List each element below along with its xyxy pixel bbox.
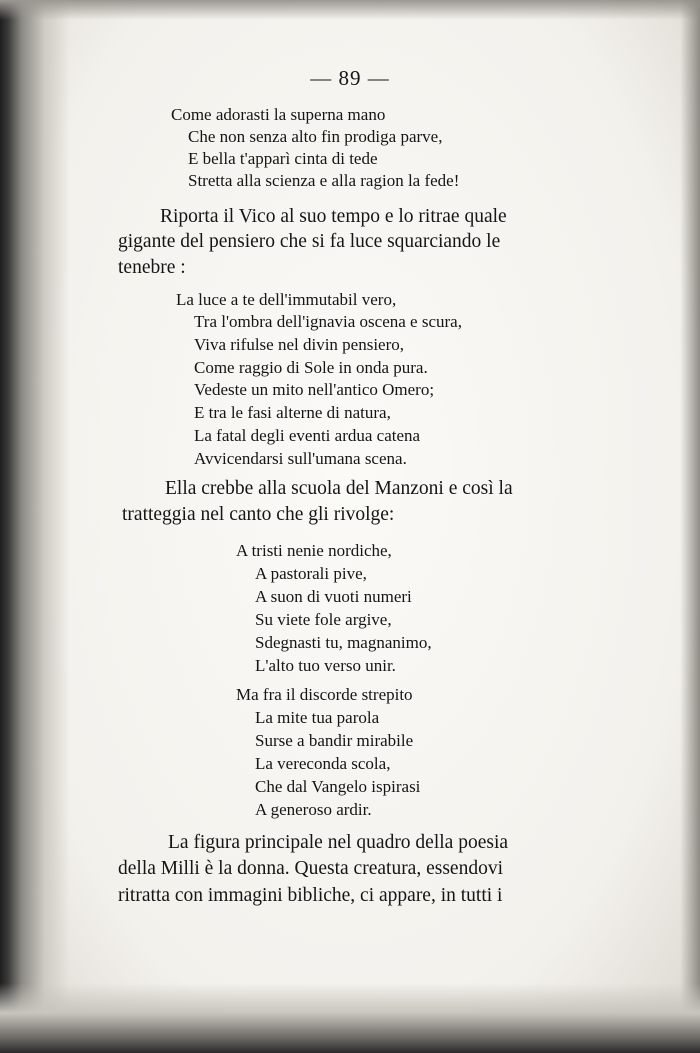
prose-line: della Milli è la donna. Questa creatura, essendovi <box>118 858 503 879</box>
verse-line: E tra le fasi alterne di natura, <box>194 403 391 422</box>
verse-line: La luce a te dell'immutabil vero, <box>176 290 397 309</box>
verse-line: Ma fra il discorde strepito <box>236 685 413 704</box>
page-shadow-right <box>680 0 700 1053</box>
verse-line: A generoso ardir. <box>255 800 372 819</box>
verse-line: A tristi nenie nordiche, <box>236 541 392 560</box>
page-shadow-bottom <box>0 983 700 1053</box>
verse-line: La mite tua parola <box>255 708 380 727</box>
verse-line: Stretta alla scienza e alla ragion la fede! <box>188 171 460 190</box>
prose-line: ritratta con immagini bibliche, ci appare, in tutti i <box>118 885 503 906</box>
verse-line: Surse a bandir mirabile <box>255 731 414 750</box>
verse-line: Come adorasti la superna mano <box>171 105 386 124</box>
verse-line: L'alto tuo verso unir. <box>255 656 396 675</box>
prose-line: tratteggia nel canto che gli rivolge: <box>122 504 395 525</box>
prose-line: Riporta il Vico al suo tempo e lo ritrae quale <box>160 206 507 227</box>
verse-line: La vereconda scola, <box>255 754 391 773</box>
verse-line: Come raggio di Sole in onda pura. <box>194 358 428 377</box>
verse-line: Che dal Vangelo ispirasi <box>255 777 421 796</box>
verse-line: A suon di vuoti numeri <box>255 587 412 606</box>
prose-line: La figura principale nel quadro della poesia <box>168 832 509 853</box>
prose-line: gigante del pensiero che si fa luce squarciando le <box>118 231 501 252</box>
verse-line: Vedeste un mito nell'antico Omero; <box>194 380 435 399</box>
verse-line: Su viete fole argive, <box>255 610 392 629</box>
page-shadow-top <box>0 0 700 20</box>
prose-line: tenebre : <box>118 257 186 278</box>
verse-line: Avvicendarsi sull'umana scena. <box>194 449 407 468</box>
prose-line: Ella crebbe alla scuola del Manzoni e così la <box>165 478 513 499</box>
verse-line: A pastorali pive, <box>255 564 367 583</box>
verse-line: Che non senza alto fin prodiga parve, <box>188 127 443 146</box>
verse-line: Viva rifulse nel divin pensiero, <box>194 335 405 354</box>
verse-line: La fatal degli eventi ardua catena <box>194 426 421 445</box>
page-shadow-left <box>0 0 70 1053</box>
verse-line: E bella t'apparì cinta di tede <box>188 149 378 168</box>
verse-line: Tra l'ombra dell'ignavia oscena e scura, <box>194 312 462 331</box>
page-number: — 89 — <box>310 66 390 90</box>
verse-line: Sdegnasti tu, magnanimo, <box>255 633 432 652</box>
